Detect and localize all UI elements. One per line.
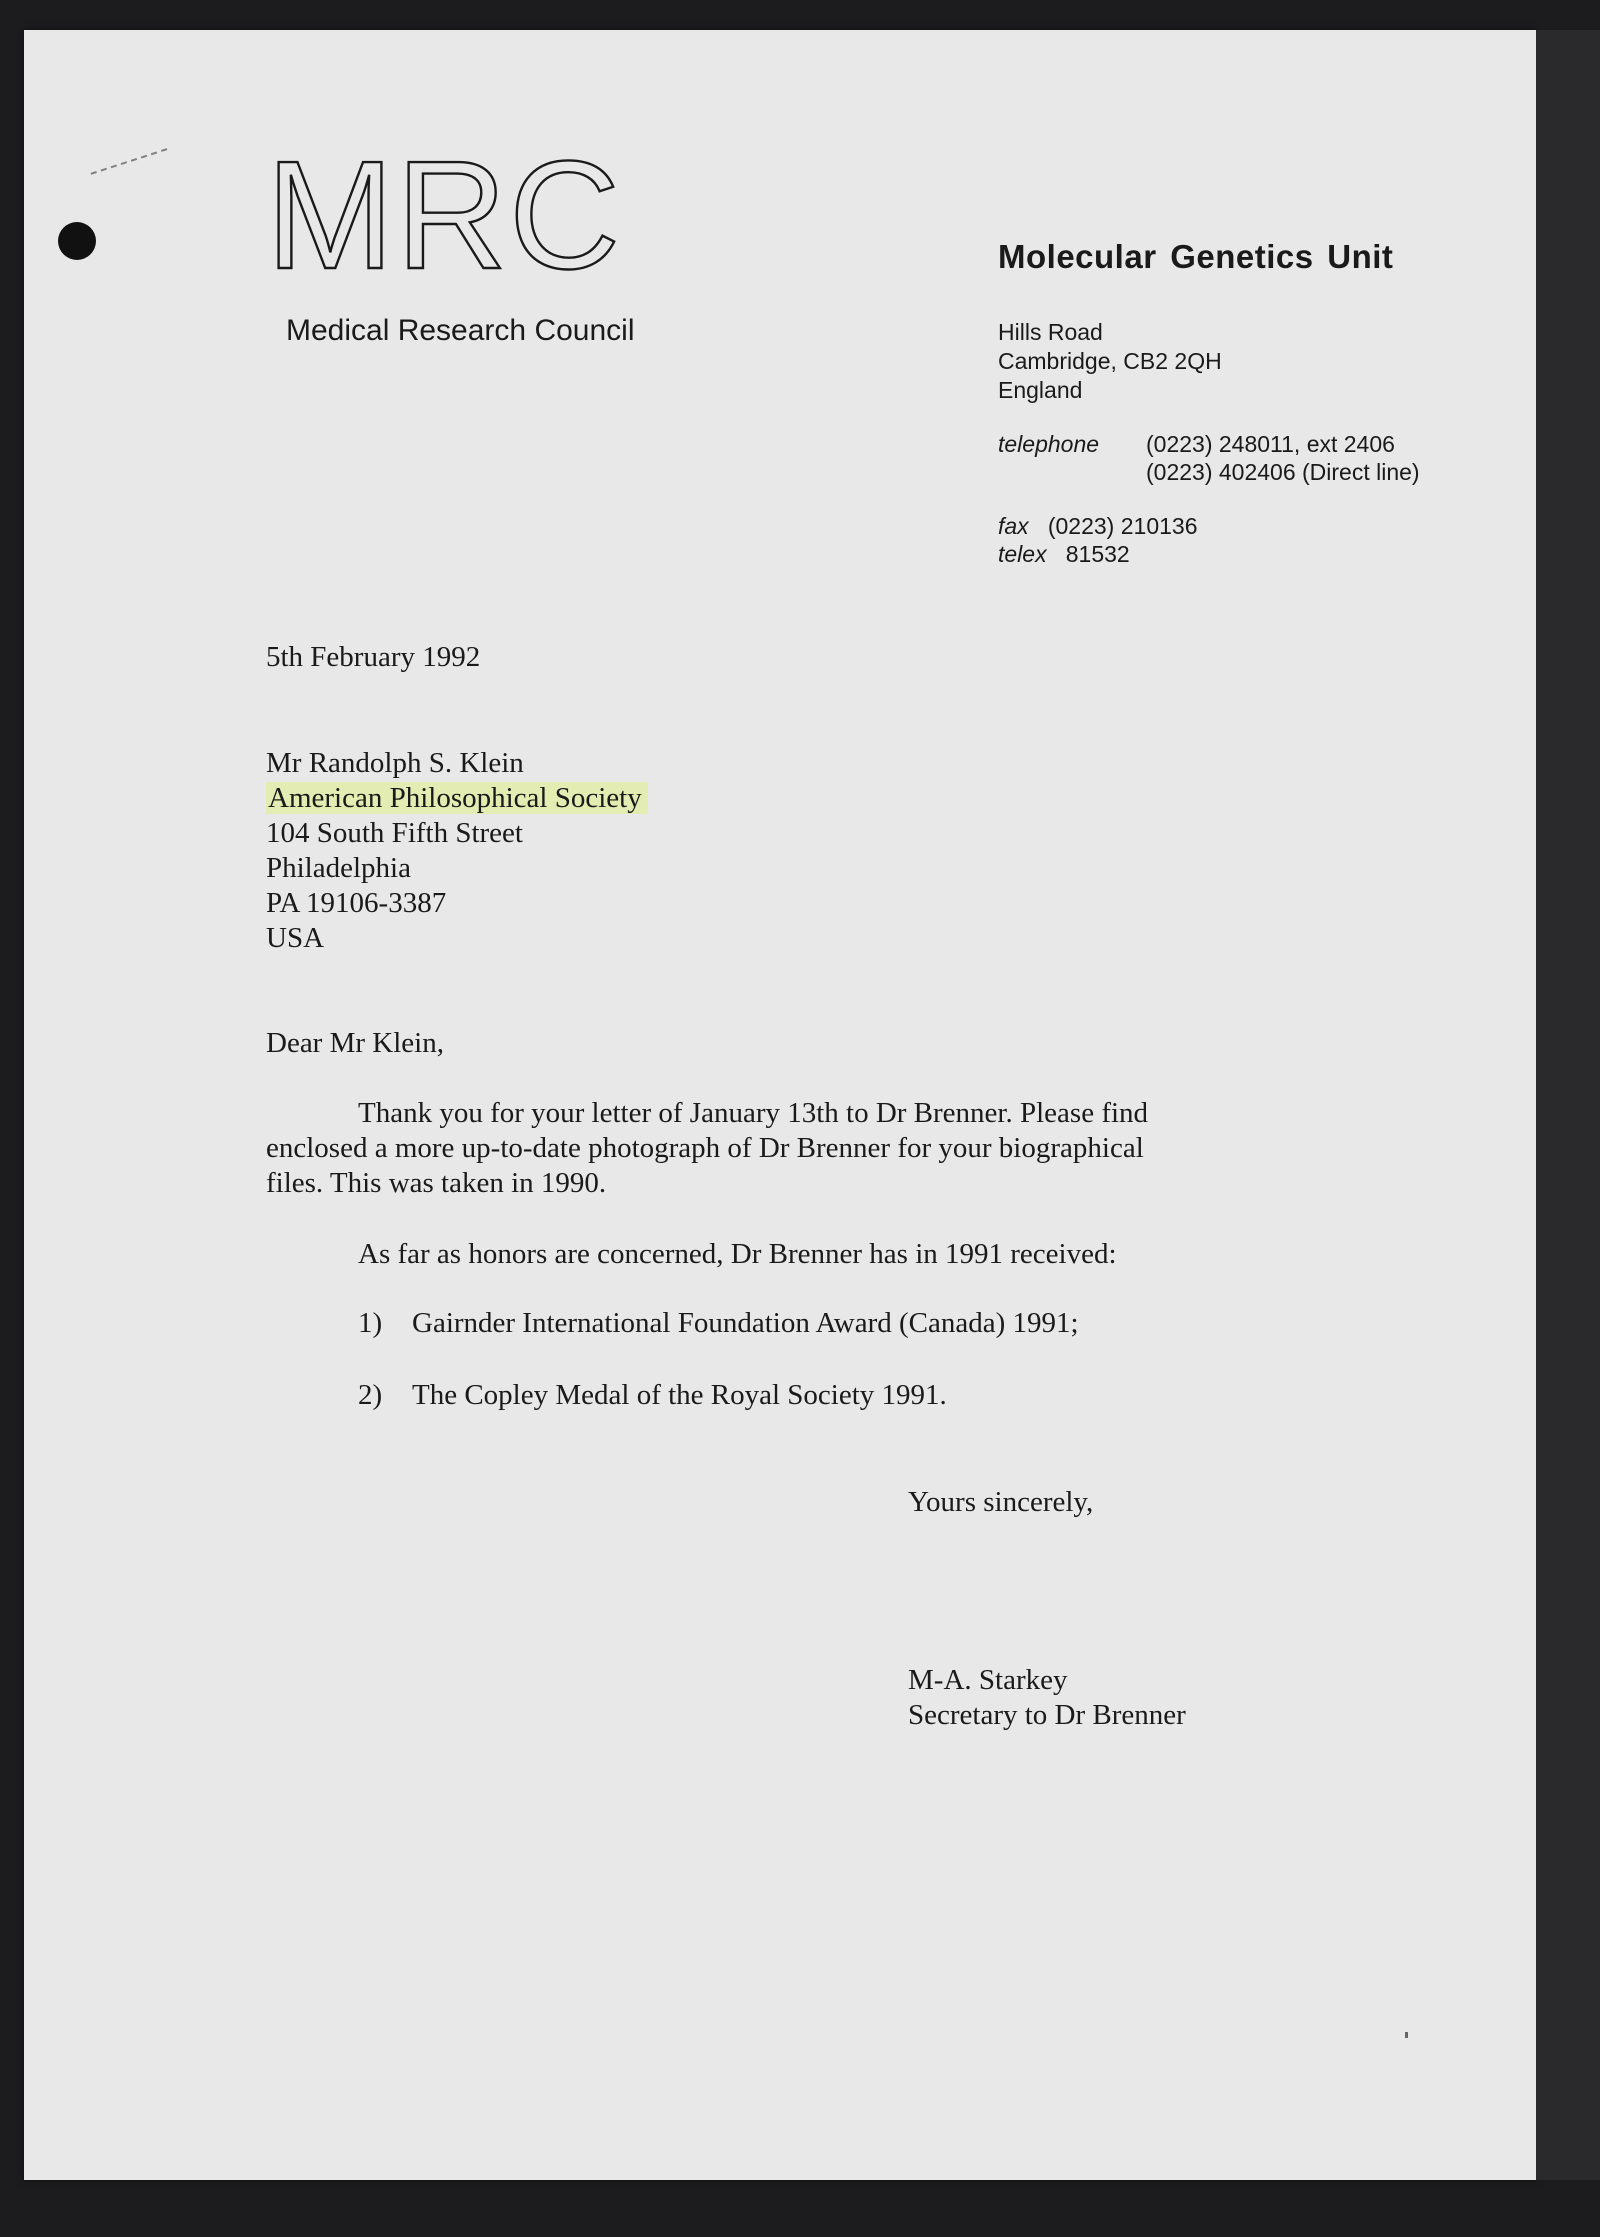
address-line: Hills Road (998, 319, 1103, 345)
recipient-street: 104 South Fifth Street (266, 817, 523, 849)
organization-name: Medical Research Council (286, 314, 635, 347)
telex-label: telex (998, 541, 1047, 567)
fax-number: (0223) 210136 (1047, 513, 1198, 539)
honor-number: 2) (358, 1379, 383, 1411)
recipient-name: Mr Randolph S. Klein (266, 747, 524, 779)
signature-block (908, 1663, 1186, 1733)
telex-number: 81532 (1065, 541, 1130, 567)
salutation: Dear Mr Klein, (266, 1027, 444, 1059)
telephone-block (998, 430, 1420, 485)
punch-hole (58, 222, 96, 260)
unit-title: Molecular Genetics Unit (998, 238, 1394, 275)
unit-address (998, 318, 1222, 405)
address-line: England (998, 377, 1083, 403)
address-line: Cambridge, CB2 2QH (998, 348, 1222, 374)
recipient-postal: PA 19106-3387 (266, 887, 447, 919)
scan-background-strip (1536, 30, 1600, 2180)
telephone-number: (0223) 248011, ext 2406 (1146, 431, 1395, 457)
paper-mark (1405, 2032, 1408, 2038)
honor-number: 1) (358, 1307, 383, 1339)
fax-label: fax (998, 513, 1029, 539)
body-paragraph (266, 1096, 1366, 1201)
body-line: enclosed a more up-to-date photograph of Dr Brenner for your biographical (266, 1132, 1144, 1164)
body-line: files. This was taken in 1990. (266, 1167, 607, 1199)
letter-date: 5th February 1992 (266, 641, 481, 673)
body-line: Thank you for your letter of January 13th to Dr Brenner. Please find (358, 1097, 1149, 1129)
signatory-name: M-A. Starkey (908, 1664, 1068, 1696)
honors-intro: As far as honors are concerned, Dr Brenner has in 1991 received: (358, 1238, 1117, 1270)
recipient-city: Philadelphia (266, 852, 411, 884)
honor-text: The Copley Medal of the Royal Society 1991. (412, 1379, 947, 1411)
fax-telex-block (998, 512, 1197, 568)
honor-text: Gairnder International Foundation Award (Canada) 1991; (412, 1307, 1079, 1339)
honor-item (358, 1378, 947, 1413)
telephone-label: telephone (998, 431, 1100, 457)
mrc-logo (266, 150, 626, 280)
closing: Yours sincerely, (908, 1486, 1094, 1518)
mrc-logo-text: MRC (266, 150, 622, 280)
recipient-organization: American Philosophical Society (266, 782, 648, 814)
signatory-title: Secretary to Dr Brenner (908, 1699, 1186, 1731)
recipient-address (266, 746, 648, 956)
telephone-number: (0223) 402406 (Direct line) (1146, 459, 1420, 485)
honor-item (358, 1306, 1079, 1341)
recipient-country: USA (266, 922, 325, 954)
